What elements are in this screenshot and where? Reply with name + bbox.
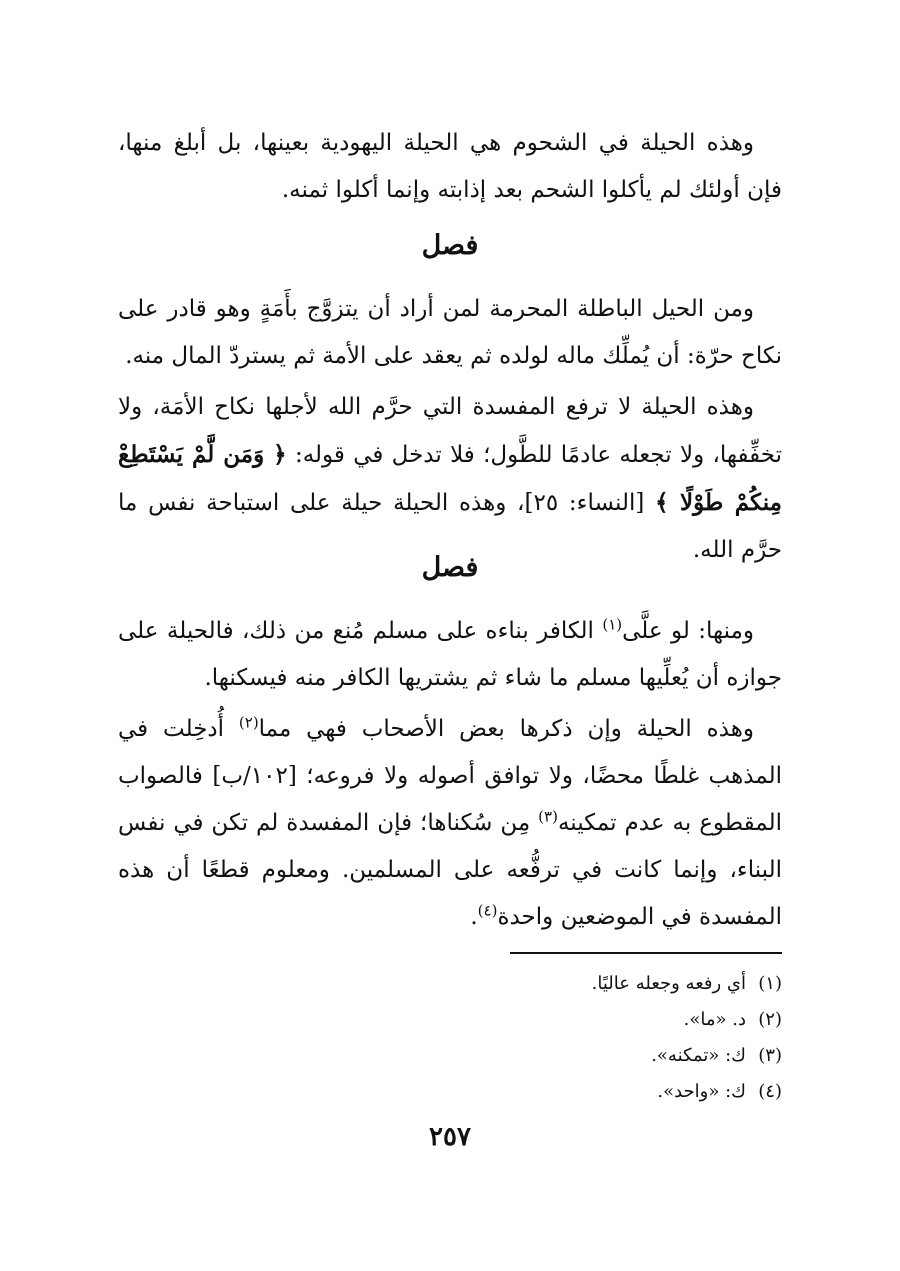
section-heading-2: فصل [421, 552, 479, 583]
paragraph-1: وهذه الحيلة في الشحوم هي الحيلة اليهودية بعينها، بل أبلغ منها، فإن أولئك لم يأكلوا الشحم بعد إذابته وإنما أكلوا ثمنه. [118, 130, 782, 203]
footnote-text: ك: «تمكنه». [651, 1045, 746, 1066]
footnote-number: (٢) [758, 1009, 782, 1030]
footnote-3 [118, 1038, 782, 1074]
paragraph-4-container [118, 608, 782, 702]
paragraph-4-text-b: الكافر بناءه على مسلم مُنع من ذلك، فالحيلة على جوازه أن يُعلِّيها مسلم ما شاء ثم يشتريها الكافر منه فيسكنها. [118, 618, 782, 691]
section-heading-1: فصل [421, 230, 479, 261]
footnote-ref-4[interactable]: (٤) [477, 901, 498, 920]
footnote-text: أي رفعه وجعله عاليًا. [591, 973, 746, 994]
paragraph-2: ومن الحيل الباطلة المحرمة لمن أراد أن يتزوَّج بأَمَةٍ وهو قادر على نكاح حرّة: أن يُملِّك ماله لولده ثم يعقد على الأمة ثم يستردّ المال منه. [118, 296, 782, 369]
quran-verse: ﴿ وَمَن لَّمْ يَسْتَطِعْ مِنكُمْ طَوْلًا ﴾ [118, 441, 782, 516]
footnote-text: ك: «واحد». [657, 1081, 746, 1102]
footnote-text: د. «ما». [683, 1009, 746, 1030]
paragraph-5-text-d: . [470, 904, 478, 930]
paragraph-4 [118, 608, 782, 702]
paragraph-5 [118, 706, 782, 941]
footnotes-section [118, 966, 782, 1110]
paragraph-2-container [118, 286, 782, 380]
footnote-number: (٣) [758, 1045, 782, 1066]
footnote-4 [118, 1074, 782, 1110]
footnote-ref-1[interactable]: (١) [602, 615, 623, 634]
paragraph-5-container [118, 706, 782, 941]
paragraph-1-container [118, 120, 782, 214]
paragraph-3-text-a: وهذه الحيلة لا ترفع المفسدة التي حرَّم الله لأجلها نكاح الأمَة، ولا تخفِّفها، ولا تجعله عادمًا للطَّول؛ فلا تدخل في قوله: [118, 394, 783, 468]
paragraph-3-text-b: [النساء: ٢٥]، وهذه الحيلة حيلة على استباحة نفس ما حرَّم الله. [118, 490, 782, 563]
footnote-separator [510, 952, 782, 954]
paragraph-5-text-b: أُدخِلت في المذهب غلطًا محضًا، ولا توافق أصوله ولا فروعه؛ [١٠٢/ب] فالصواب المقطوع به عدم تمكينه [118, 716, 783, 836]
footnote-number: (٤) [758, 1081, 782, 1102]
footnote-number: (١) [758, 973, 782, 994]
footnote-2 [118, 1002, 782, 1038]
footnote-1 [118, 966, 782, 1002]
paragraph-5-text-a: وهذه الحيلة وإن ذكرها بعض الأصحاب فهي مما [258, 716, 755, 742]
page-number: ٢٥٧ [429, 1122, 471, 1152]
paragraph-4-text-a: ومنها: لو علَّى [622, 618, 754, 644]
footnote-ref-2[interactable]: (٢) [238, 713, 259, 732]
paragraph-5-text-c: مِن سُكناها؛ فإن المفسدة لم تكن في نفس البناء، وإنما كانت في ترفُّعه على المسلمين. ومعلوم قطعًا أن هذه المفسدة في الموضعين واحدة [118, 810, 782, 930]
footnote-ref-3[interactable]: (٣) [538, 807, 558, 826]
